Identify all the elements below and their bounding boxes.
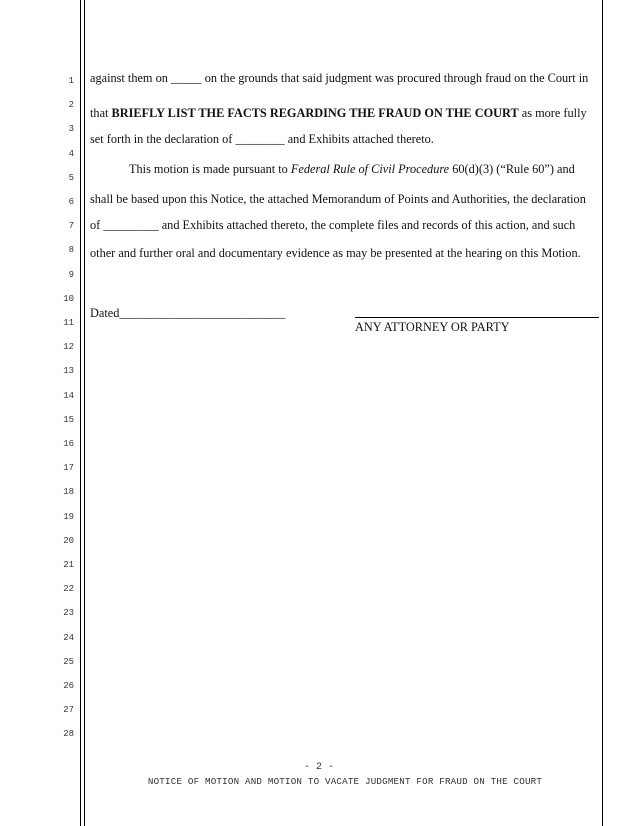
body-line-3: set forth in the declaration of ________ and Exhibits attached thereto. <box>90 132 434 146</box>
line-number: 5 <box>68 172 74 183</box>
signer-label: ANY ATTORNEY OR PARTY <box>355 320 510 334</box>
line-number: 11 <box>63 318 74 328</box>
line-number: 7 <box>68 221 74 232</box>
line-number: 25 <box>63 656 74 667</box>
line-number: 23 <box>63 608 74 619</box>
fraud-facts-placeholder: BRIEFLY LIST THE FACTS REGARDING THE FRAUD ON THE COURT <box>111 106 519 120</box>
line-number: 9 <box>68 269 74 280</box>
line-number: 26 <box>63 681 74 691</box>
line-number: 27 <box>63 705 74 716</box>
line-number: 21 <box>63 560 74 570</box>
left-margin-rule-outer <box>80 0 81 826</box>
body-line-2-post: as more fully <box>518 106 587 120</box>
page-number: - 2 - <box>303 762 334 773</box>
line-number: 15 <box>63 414 74 425</box>
body-line-4-post: 60(d)(3) (“Rule 60”) and <box>449 162 575 176</box>
line-number: 13 <box>63 366 74 377</box>
rule-citation: Federal Rule of Civil Procedure <box>290 162 450 176</box>
body-line-6: of _________ and Exhibits attached thereto, the complete files and records of this action, and such <box>90 218 576 232</box>
line-number: 24 <box>63 632 74 643</box>
line-number: 19 <box>63 511 74 522</box>
line-number: 16 <box>63 439 74 449</box>
line-number: 6 <box>68 197 74 207</box>
line-number: 3 <box>68 124 74 135</box>
line-number: 1 <box>68 76 74 86</box>
body-line-2-pre: that <box>90 106 112 120</box>
body-line-5: shall be based upon this Notice, the attached Memorandum of Points and Authorities, the declaration <box>90 192 586 206</box>
body-line-4-pre: This motion is made pursuant to <box>129 162 291 176</box>
body-line-4 <box>129 162 575 177</box>
signature-line <box>355 317 599 318</box>
dated-field: Dated___________________________ <box>90 306 286 320</box>
line-number: 2 <box>68 100 74 111</box>
line-number: 18 <box>63 487 74 498</box>
body-line-7: other and further oral and documentary evidence as may be presented at the hearing on this Motion. <box>90 246 581 260</box>
line-number: 12 <box>63 342 74 353</box>
line-number: 20 <box>63 535 74 546</box>
right-margin-rule <box>602 0 603 826</box>
footer-document-title: NOTICE OF MOTION AND MOTION TO VACATE JUDGMENT FOR FRAUD ON THE COURT <box>147 776 543 787</box>
line-number: 4 <box>68 148 74 159</box>
line-number: 17 <box>63 463 74 474</box>
line-number: 10 <box>63 293 74 304</box>
line-number: 28 <box>63 729 74 740</box>
body-line-1: against them on _____ on the grounds that said judgment was procured through fraud on the Court in <box>90 71 589 85</box>
body-line-2 <box>90 106 587 121</box>
left-margin-rule-inner <box>84 0 85 826</box>
line-number: 22 <box>63 584 74 595</box>
line-number: 14 <box>63 390 74 401</box>
line-number: 8 <box>68 245 74 256</box>
